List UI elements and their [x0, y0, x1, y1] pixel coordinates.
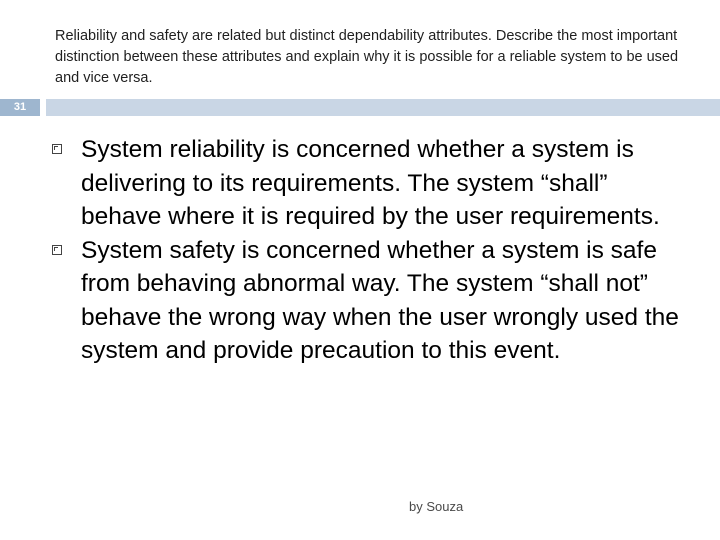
- bullet-item-safety: [52, 234, 692, 368]
- bullet-text-reliability: System reliability is concerned whether a system is delivering to its requirements. The system “shall” behave where it is required by the user requirements.: [81, 136, 660, 230]
- square-bullet-icon: [52, 245, 62, 255]
- bullet-list: [52, 133, 692, 368]
- footer-author: by Souza: [409, 499, 464, 514]
- header-accent-bar: [46, 99, 720, 116]
- slide-number-badge: 31: [0, 99, 40, 116]
- square-bullet-icon: [52, 144, 62, 154]
- bullet-text-safety: System safety is concerned whether a system is safe from behaving abnormal way. The system “shall not” behave the wrong way when the user wrongly used the system and provide precaution to this event.: [81, 236, 679, 364]
- slide-title: Reliability and safety are related but distinct dependability attributes. Describe the most important distinction between these attributes and explain why it is possible for a reliable system to be used and vice versa.: [55, 28, 679, 86]
- bullet-item-reliability: [52, 133, 692, 234]
